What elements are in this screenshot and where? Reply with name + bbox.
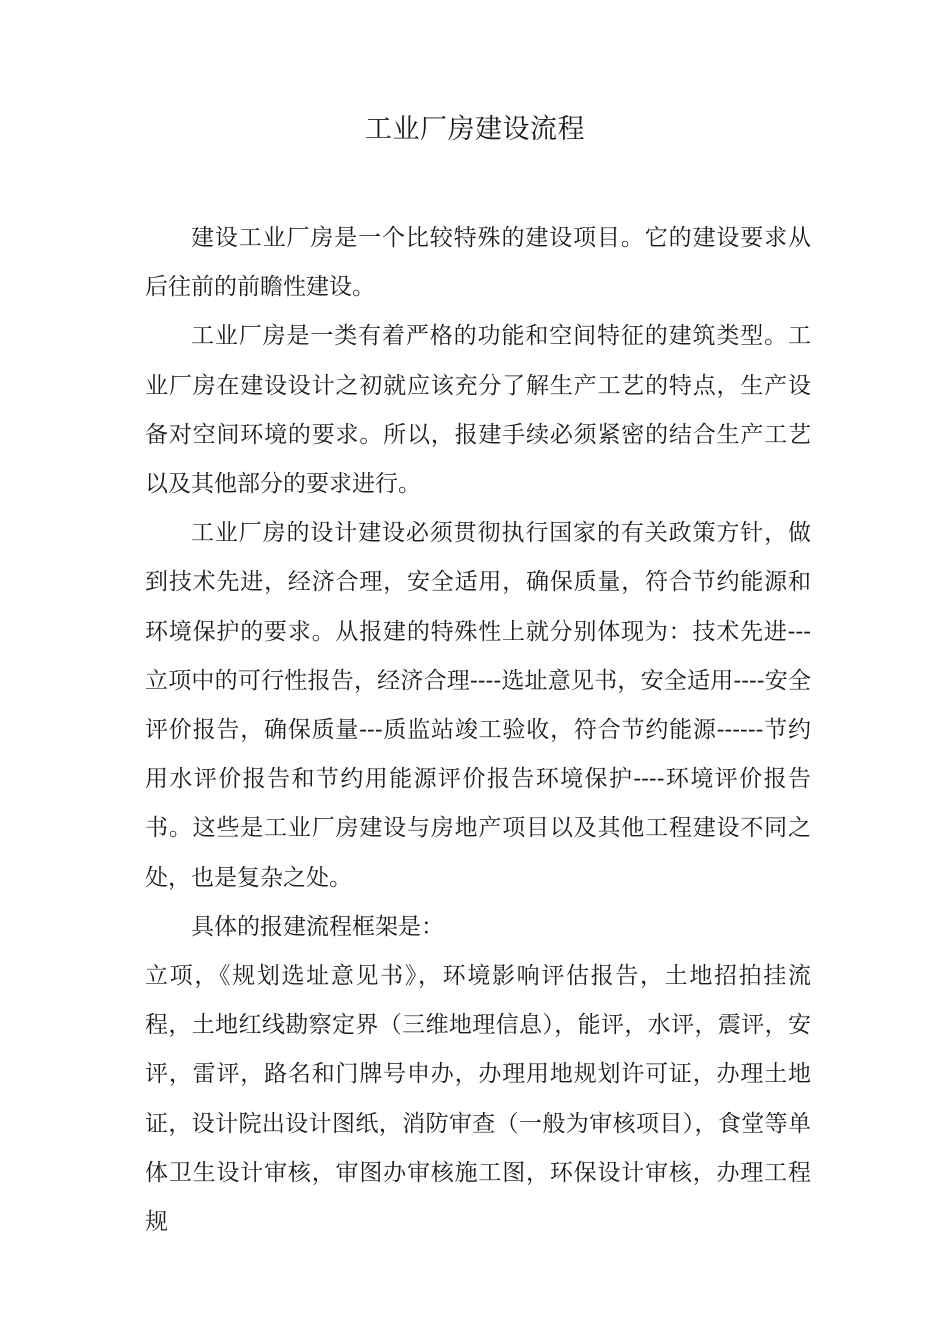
paragraph-intro: 建设工业厂房是一个比较特殊的建设项目。它的建设要求从后往前的前瞻性建设。 — [145, 225, 811, 301]
paragraph-features: 工业厂房是一类有着严格的功能和空间特征的建筑类型。工业厂房在建设设计之初就应该充分了解生产工艺的特点，生产设备对空间环境的要求。所以，报建手续必须紧密的结合生产工艺以及其他部分的要求进行。 — [145, 323, 811, 498]
paragraph-policy: 工业厂房的设计建设必须贯彻执行国家的有关政策方针，做到技术先进，经济合理，安全适用，确保质量，符合节约能源和环境保护的要求。从报建的特殊性上就分别体现为：技术先进---立项中的可行性报告，经济合理----选址意见书，安全适用----安全评价报告，确保质量---质监站竣工验收，符合节约能源------节约用水评价报告和节约用能源评价报告环境保护----环境评价报告书。这些是工业厂房建设与房地产项目以及其他工程建设不同之处，也是复杂之处。 — [145, 520, 811, 891]
document-body — [145, 214, 811, 1247]
paragraph-framework-heading: 具体的报建流程框架是： — [191, 913, 444, 940]
document-title: 工业厂房建设流程 — [365, 114, 585, 145]
paragraph-framework-steps: 立项，《规划选址意见书》，环境影响评估报告，土地招拍挂流程，土地红线勘察定界（三维地理信息），能评，水评，震评，安评，雷评，路名和门牌号申办，办理用地规划许可证，办理土地证，设计院出设计图纸，消防审查（一般为审核项目），食堂等单体卫生设计审核，审图办审核施工图，环保设计审核，办理工程规 — [145, 963, 811, 1236]
